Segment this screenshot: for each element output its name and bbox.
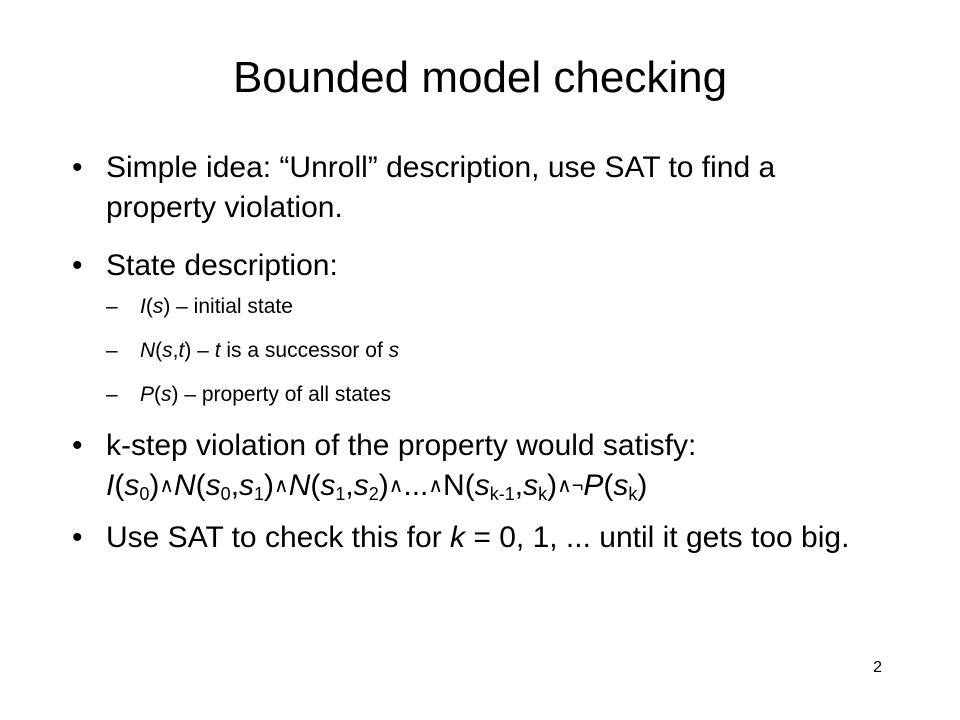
text-span: ( <box>154 383 162 406</box>
sub-bullet-dash: – <box>106 295 118 318</box>
text-span: ) – initial state <box>163 295 293 318</box>
text-span: ) – property of all states <box>171 383 391 406</box>
sub-bullet-initial-state <box>106 294 892 320</box>
page-number: 2 <box>873 659 882 676</box>
and-operator: ∧ <box>274 475 289 497</box>
formula-text: ) <box>149 469 160 502</box>
text-span: , <box>172 339 179 362</box>
italic-symbol: s <box>162 339 173 362</box>
formula-text: ( <box>195 469 206 502</box>
bullet-dot: • <box>72 151 83 184</box>
and-operator: ∧ <box>388 475 404 497</box>
bullet-simple-idea <box>72 148 892 228</box>
formula-symbol: s <box>205 469 221 502</box>
formula-symbol: s <box>239 469 255 502</box>
formula-symbol: N <box>443 469 465 502</box>
formula-text: ( <box>310 469 321 502</box>
bullet-state-description <box>72 246 892 408</box>
italic-symbol: P <box>140 383 155 406</box>
sub-bullet-dash: – <box>106 339 118 362</box>
bullet-text: k-step violation of the property would satisfy: <box>106 429 697 462</box>
sub-bullet-successor <box>106 338 892 364</box>
italic-symbol: s <box>388 339 400 362</box>
bullet-k-step-violation <box>72 426 892 506</box>
formula-symbol: N <box>174 469 196 502</box>
formula-text: ) <box>378 469 389 502</box>
and-operator: ∧ <box>159 475 174 497</box>
bullet-use-sat <box>72 518 892 558</box>
text-span: is a successor of <box>220 339 389 362</box>
formula-symbol: s <box>474 469 490 502</box>
formula-subscript: k-1 <box>489 484 515 504</box>
sub-bullet-list <box>106 294 892 408</box>
formula-subscript: 0 <box>139 484 150 504</box>
formula-text: , <box>345 469 354 502</box>
not-operator: ¬ <box>571 475 584 497</box>
formula-symbol: N <box>288 469 311 502</box>
formula-text: ) <box>264 469 275 502</box>
bullet-dot: • <box>72 429 83 462</box>
formula-subscript: 0 <box>220 484 231 504</box>
formula-subscript: 2 <box>368 484 379 504</box>
formula-subscript: k <box>538 484 548 504</box>
formula-symbol: s <box>613 469 629 502</box>
formula-text: , <box>514 469 524 502</box>
text-span: ( <box>145 295 153 318</box>
formula-symbol: s <box>320 469 336 502</box>
formula-text: , <box>230 469 240 502</box>
italic-symbol: N <box>140 339 156 362</box>
formula-subscript: 1 <box>335 484 346 504</box>
bullet-text: Simple idea: “Unroll” description, use SAT to find a property violation. <box>106 151 776 224</box>
and-operator: ∧ <box>428 475 444 497</box>
bullet-list <box>72 148 892 558</box>
and-operator: ∧ <box>557 475 572 497</box>
bullet-text: Use SAT to check this for <box>106 521 451 554</box>
bullet-dot: • <box>72 521 83 554</box>
bullet-text: State description: <box>106 249 338 282</box>
formula-text: ( <box>464 469 475 502</box>
sub-bullet-property <box>106 382 892 408</box>
formula-subscript: k <box>628 484 638 504</box>
sub-bullet-dash: – <box>106 383 118 406</box>
formula-symbol: s <box>124 469 140 502</box>
bullet-text: = 0, 1, ... until it gets too big. <box>465 521 850 554</box>
italic-symbol: k <box>450 521 466 554</box>
italic-symbol: s <box>161 383 172 406</box>
italic-symbol: I <box>140 295 146 318</box>
bmc-formula <box>106 466 892 506</box>
italic-symbol: t <box>214 339 221 362</box>
formula-text: ( <box>114 469 125 502</box>
formula-subscript: 1 <box>254 484 265 504</box>
formula-text: ) <box>547 469 558 502</box>
formula-ellipsis: ... <box>403 469 429 502</box>
formula-symbol: P <box>583 469 604 502</box>
formula-symbol: s <box>353 469 369 502</box>
text-span: ( <box>155 339 163 362</box>
formula-text: ( <box>603 469 614 502</box>
bullet-dot: • <box>72 249 83 282</box>
italic-symbol: t <box>178 339 185 362</box>
text-span: ) – <box>184 339 215 362</box>
formula-text: ) <box>637 469 648 502</box>
formula-symbol: I <box>106 469 115 502</box>
slide-title: Bounded model checking <box>232 53 728 102</box>
italic-symbol: s <box>152 295 164 318</box>
formula-symbol: s <box>523 469 539 502</box>
